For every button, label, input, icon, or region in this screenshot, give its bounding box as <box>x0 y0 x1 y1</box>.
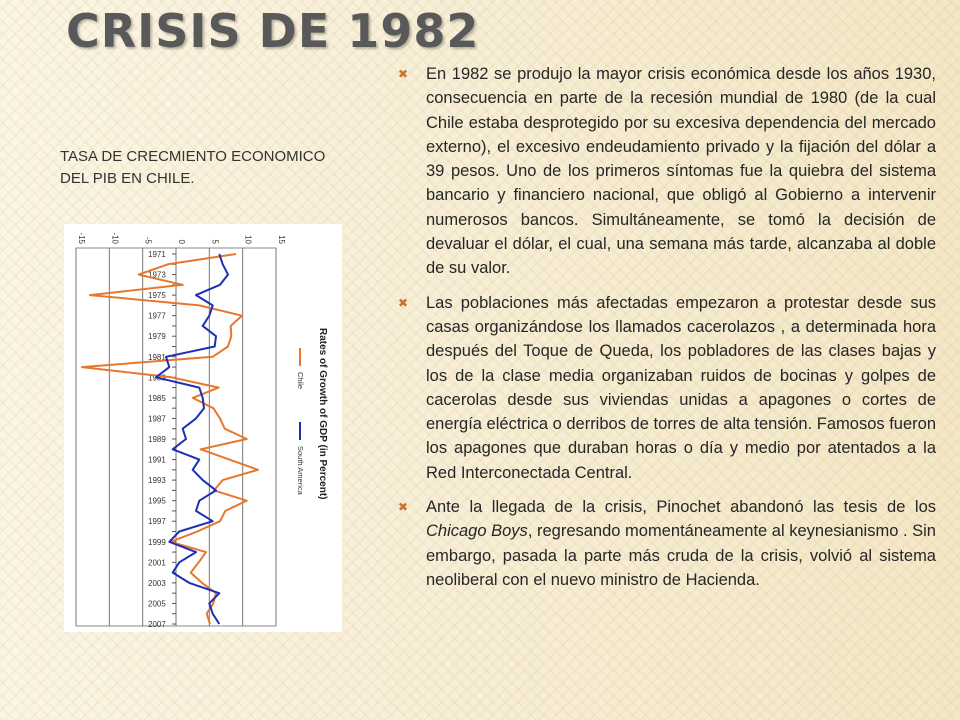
chart-caption: TASA DE CRECMIENTO ECONOMICO DEL PIB EN CHILE. <box>60 148 326 187</box>
year-tick-label: 1975 <box>148 291 166 301</box>
x-bullet-icon: ✖ <box>398 67 409 81</box>
slide-title: CRISIS DE 1982 <box>66 4 480 58</box>
x-bullet-icon: ✖ <box>398 295 409 310</box>
x-tick-label: 0 <box>177 239 186 244</box>
year-tick-label: 1973 <box>148 270 166 280</box>
year-tick-label: 1995 <box>148 496 166 506</box>
year-tick-label: 1993 <box>148 476 166 486</box>
year-tick-label: 1981 <box>148 352 166 362</box>
legend-label-chile: Chile <box>296 372 305 390</box>
bullet-text-2: Las poblaciones más afectadas empezaron a protestar desde sus casas organizándose los llamados cacerolazos , a determinada hora después del Toque de Queda, los pobladores de las clases bajas y los de la clase media organizaban ruidos de bocinas y golpes de cacerolas desde sus viviendas unidas a apagones o cortes de energía eléctrica o derribos de torres de alta tensión. Famosos fueron los apagones que duraban horas o día y medio por atentados a la Red Interconectada Central. <box>426 293 936 482</box>
year-tick-label: 1979 <box>148 332 166 342</box>
chicago-boys-emphasis: Chicago Boys <box>426 522 528 541</box>
year-tick-label: 2001 <box>148 558 166 568</box>
year-tick-label: 1987 <box>148 414 166 424</box>
year-tick-label: 1977 <box>148 311 166 321</box>
x-tick-label: -15 <box>77 232 86 244</box>
year-tick-label: 2005 <box>148 599 166 609</box>
x-tick-label: -5 <box>143 236 153 244</box>
x-tick-label: 15 <box>277 235 286 244</box>
legend-label-south-america: South America <box>296 446 305 495</box>
chart-svg <box>64 224 342 632</box>
year-tick-label: 1999 <box>148 537 166 547</box>
x-tick-label: -10 <box>110 232 120 244</box>
chart-title: Rates of Growth of GDP (in Percent) <box>317 328 328 500</box>
bullet-text-1: En 1982 se produjo la mayor crisis económica desde los años 1930, consecuencia en parte de la recesión mundial de 1980 (de la cual Chile estaba desprotegido por su excesiva dependencia del mercado externo), el excesivo endeudamiento privado y la fijación del dólar a 39 pesos. Uno de los primeros síntomas fue la quiebra del sistema bancario y financiero nacional, que obligó al Gobierno a intervenir numerosos bancos. Simultáneamente, se tomó la decisión de devaluar el dólar, el cual, una semana más tarde, alcanzaba al doble de su valor. <box>426 65 936 278</box>
year-tick-label: 1991 <box>148 455 166 465</box>
bullet-text-3 <box>426 498 936 589</box>
year-tick-label: 1989 <box>148 435 166 444</box>
bullet-item-2 <box>398 291 936 485</box>
year-tick-label: 1997 <box>148 517 166 527</box>
bullet-item-1 <box>398 62 936 281</box>
x-tick-label: 5 <box>210 239 220 244</box>
x-bullet-icon: ✖ <box>398 500 409 515</box>
bullet-text-3-pre: Ante la llegada de la crisis, Pinochet abandonó las tesis de los <box>426 498 936 517</box>
x-tick-label: 10 <box>243 235 253 244</box>
year-tick-label: 1971 <box>148 250 166 259</box>
year-tick-label: 1985 <box>148 393 166 403</box>
gdp-growth-chart <box>64 224 342 632</box>
bullet-text-3-post: , regresando momentáneamente al keynesianismo . Sin embargo, pasada la parte más cruda de la crisis, volvió al sistema neoliberal con el nuevo ministro de Hacienda. <box>426 522 936 589</box>
year-tick-label: 1983 <box>148 373 166 383</box>
year-tick-label: 2007 <box>148 620 166 629</box>
year-tick-label: 2003 <box>148 578 166 588</box>
bullet-list <box>398 62 936 602</box>
bullet-item-3 <box>398 495 936 592</box>
